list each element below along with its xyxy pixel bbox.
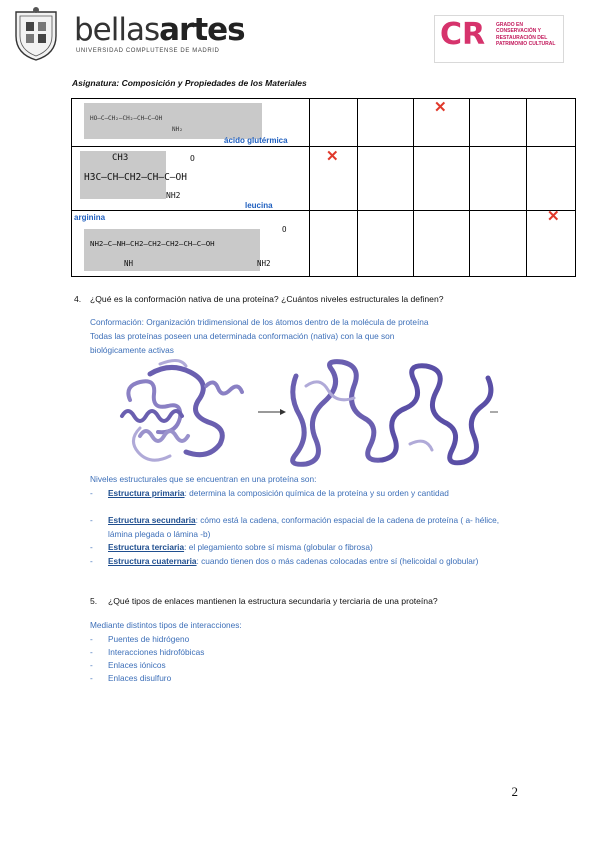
arginine-nh: NH	[124, 259, 134, 268]
bullet-marker: -	[90, 647, 93, 657]
level-secondary	[108, 514, 508, 541]
level-description: : determina la composición química de la proteína y su orden y cantidad	[184, 488, 449, 498]
table-cell	[310, 99, 358, 147]
bullet-marker: -	[90, 660, 93, 670]
table-cell	[414, 147, 470, 211]
interaction-item: Puentes de hidrógeno	[108, 634, 190, 644]
structure-cell	[72, 99, 310, 147]
amino-acid-name: ácido glutérmica	[224, 136, 288, 145]
subject-title: Asignatura: Composición y Propiedades de los Materiales	[72, 78, 307, 88]
table-cell	[470, 147, 527, 211]
leucine-oxygen: O	[190, 154, 195, 163]
cross-mark-icon: ✕	[326, 148, 339, 165]
table-cell	[470, 99, 527, 147]
interaction-item: Interacciones hidrofóbicas	[108, 647, 205, 657]
table-cell	[470, 211, 527, 277]
arginine-formula: NH2—C—NH—CH2—CH2—CH2—CH—C—OH	[90, 239, 215, 248]
question-4-number: 4.	[74, 294, 82, 304]
faculty-brand-logo: bellasartes	[74, 12, 245, 48]
question-5-text: ¿Qué tipos de enlaces mantienen la estructura secundaria y terciaria de una proteína?	[108, 596, 438, 606]
leucine-nh2: NH2	[166, 191, 181, 200]
bullet-marker: -	[90, 515, 93, 525]
question-4-text: ¿Qué es la conformación nativa de una proteína? ¿Cuántos niveles estructurales la definen?	[90, 294, 444, 304]
amino-acid-name: leucina	[245, 201, 273, 210]
answer-5-intro: Mediante distintos tipos de interacciones:	[90, 620, 242, 630]
protein-folding-illustration	[110, 356, 500, 472]
table-cell	[358, 99, 414, 147]
bullet-marker: -	[90, 634, 93, 644]
cross-mark-icon: ✕	[547, 208, 560, 225]
degree-logo-text: GRADO EN CONSERVACIÓN Y RESTAURACIÓN DEL PATRIMONIO CULTURAL	[496, 22, 556, 48]
level-quaternary	[108, 555, 508, 569]
leucine-ch3: CH3	[112, 153, 129, 163]
bullet-marker: -	[90, 673, 93, 683]
bullet-marker: -	[90, 556, 93, 566]
amino-acid-table	[71, 98, 576, 277]
table-cell	[527, 208, 576, 277]
cross-mark-icon: ✕	[434, 99, 447, 116]
table-cell	[527, 147, 576, 211]
table-cell	[358, 211, 414, 277]
level-term: Estructura cuaternaria	[108, 556, 197, 566]
structure-highlight	[84, 229, 260, 271]
answer-4-line-3: biológicamente activas	[90, 345, 174, 355]
university-crest-logo	[12, 6, 60, 62]
table-row	[72, 147, 576, 211]
level-description: : el plegamiento sobre sí misma (globular o fibrosa)	[184, 542, 373, 552]
degree-logo-letters: CR	[440, 17, 486, 52]
table-cell	[414, 99, 470, 147]
answer-4-line-1: Conformación: Organización tridimensional de los átomos dentro de la molécula de proteína	[90, 317, 429, 327]
leucine-formula: H3C—CH—CH2—CH—C—OH	[84, 172, 187, 183]
level-term: Estructura primaria	[108, 488, 185, 498]
amino-acid-name: arginina	[74, 213, 106, 222]
table-row	[72, 99, 576, 147]
table-cell	[414, 211, 470, 277]
question-5-number: 5.	[90, 596, 98, 606]
levels-intro: Niveles estructurales que se encuentran en una proteína son:	[90, 474, 317, 484]
level-tertiary	[108, 541, 508, 555]
answer-4-line-2: Todas las proteínas poseen una determinada conformación (nativa) con la que son	[90, 331, 395, 341]
table-cell	[358, 147, 414, 211]
arginine-oxygen: O	[282, 225, 287, 234]
table-cell	[527, 99, 576, 147]
glutamic-acid-formula: HO—C—CH₂—CH₂—CH—C—OH	[90, 115, 163, 122]
table-cell	[310, 211, 358, 277]
arginine-nh2: NH2	[257, 259, 271, 268]
page-number: 2	[511, 784, 518, 799]
table-cell	[310, 147, 358, 211]
structure-cell	[72, 147, 310, 211]
table-row	[72, 211, 576, 277]
interaction-item: Enlaces iónicos	[108, 660, 166, 670]
bullet-marker: -	[90, 542, 93, 552]
level-description: : cuando tienen dos o más cadenas colocadas entre sí (helicoidal o globular)	[196, 556, 479, 566]
structure-cell	[72, 211, 310, 277]
bullet-marker: -	[90, 488, 93, 498]
glutamic-acid-nh2: NH₂	[172, 126, 183, 133]
level-primary	[108, 487, 508, 501]
level-term: Estructura terciaria	[108, 542, 185, 552]
interaction-item: Enlaces disulfuro	[108, 673, 172, 683]
university-name: UNIVERSIDAD COMPLUTENSE DE MADRID	[76, 48, 220, 54]
level-term: Estructura secundaria	[108, 515, 196, 525]
level-description: : cómo está la cadena, conformación espacial de la cadena de proteína ( a- hélice, lámina plegada o lámina -b)	[108, 515, 500, 539]
